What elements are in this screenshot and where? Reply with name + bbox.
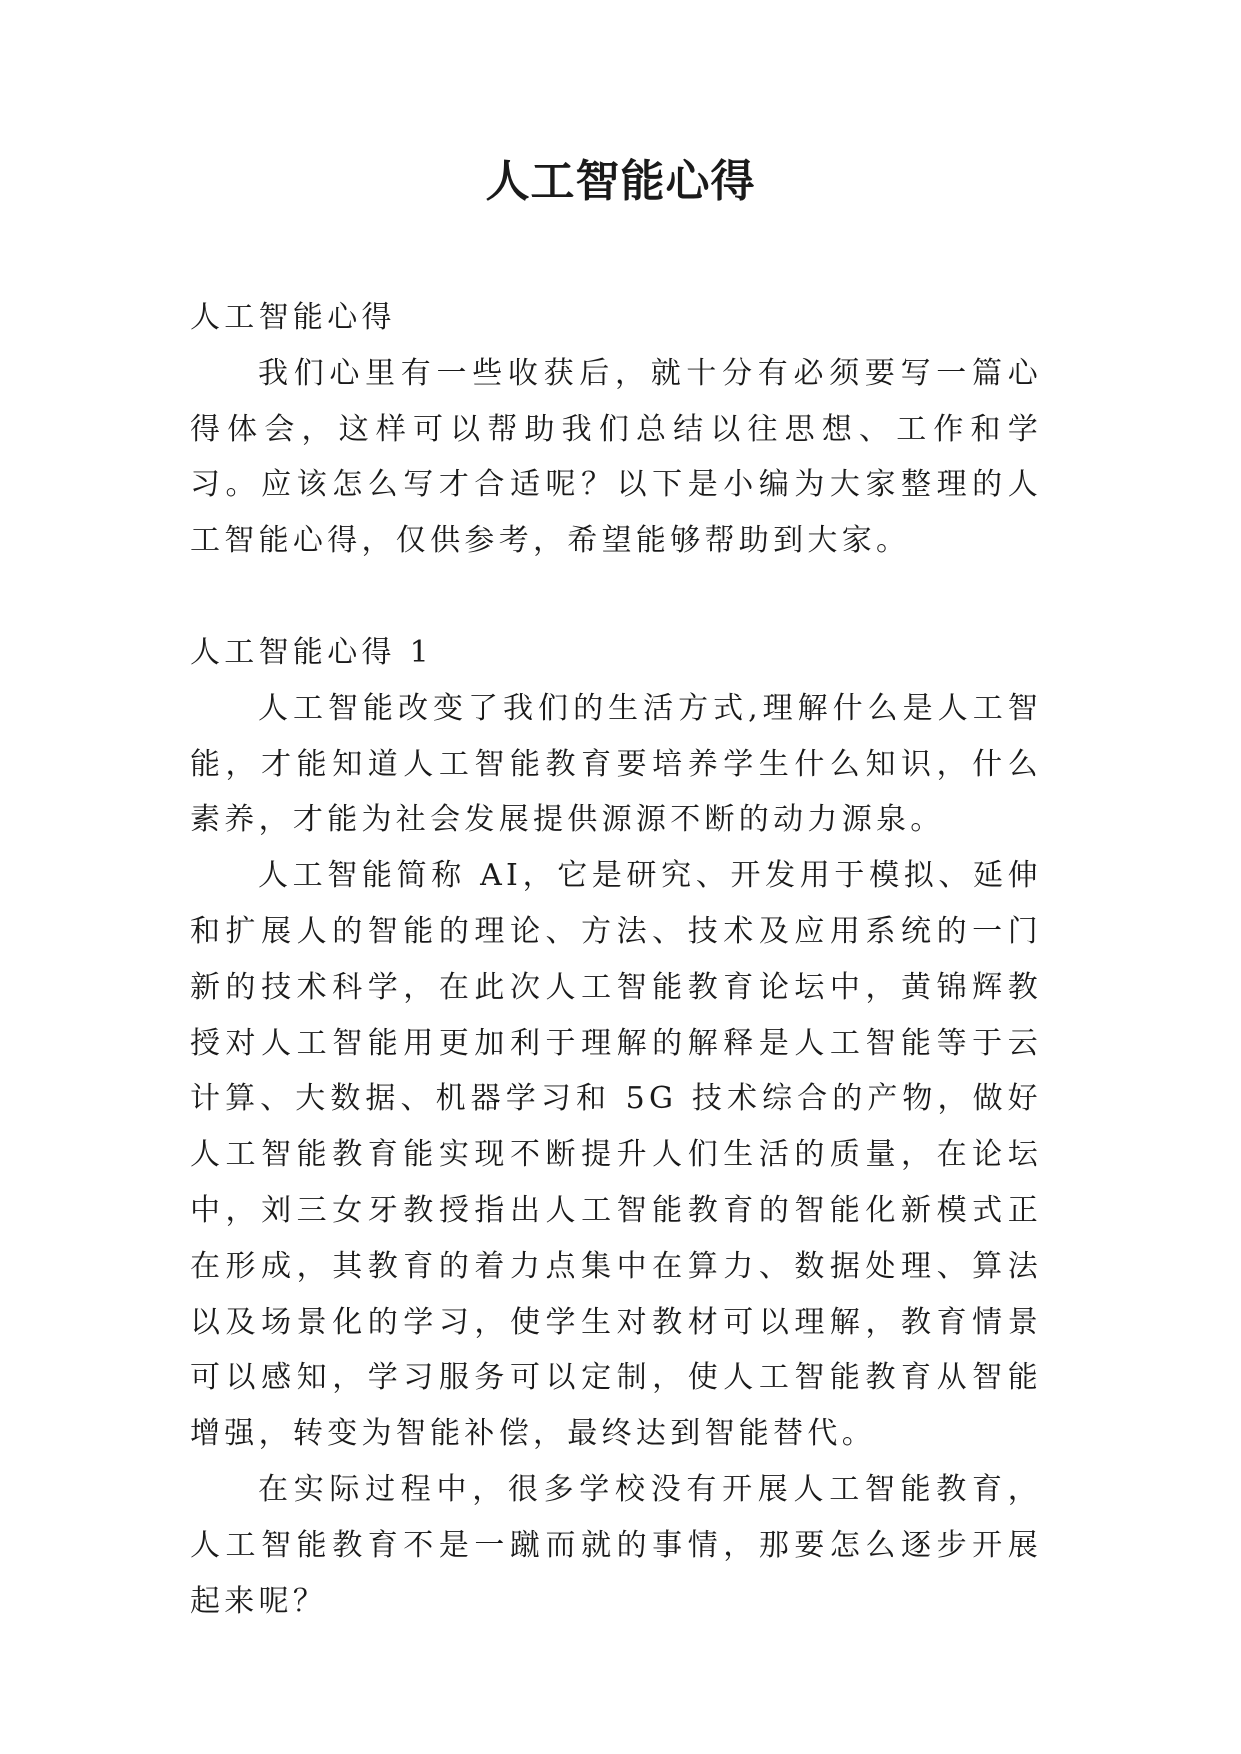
document-title: 人工智能心得: [485, 156, 756, 207]
intro-heading: 人工智能心得: [190, 300, 396, 335]
body-paragraph-1: 人工智能改变了我们的生活方式,理解什么是人工智能，才能知道人工智能教育要培养学生什么知识，什么素养，才能为社会发展提供源源不断的动力源泉。: [190, 690, 1042, 838]
document-body: [190, 290, 1042, 1629]
body-paragraph-2: 人工智能简称 AI，它是研究、开发用于模拟、延伸和扩展人的智能的理论、方法、技术及应用系统的一门新的技术科学，在此次人工智能教育论坛中，黄锦辉教授对人工智能用更加利于理解的解释是人工智能等于云计算、大数据、机器学习和 5G 技术综合的产物，做好人工智能教育能实现不断提升人们生活的质量，在论坛中，刘三女牙教授指出人工智能教育的智能化新模式正在形成，其教育的着力点集中在算力、数据处理、算法以及场景化的学习，使学生对教材可以理解，教育情景可以感知，学习服务可以定制，使人工智能教育从智能增强，转变为智能补偿，最终达到智能替代。: [190, 858, 1042, 1452]
body-paragraph-3: 在实际过程中，很多学校没有开展人工智能教育，人工智能教育不是一蹴而就的事情，那要怎么逐步开展起来呢？: [190, 1471, 1042, 1619]
intro-paragraph: 我们心里有一些收获后，就十分有必须要写一篇心得体会，这样可以帮助我们总结以往思想、工作和学习。应该怎么写才合适呢？以下是小编为大家整理的人工智能心得，仅供参考，希望能够帮助到大家。: [190, 355, 1042, 559]
section-heading: 人工智能心得 1: [190, 634, 434, 670]
